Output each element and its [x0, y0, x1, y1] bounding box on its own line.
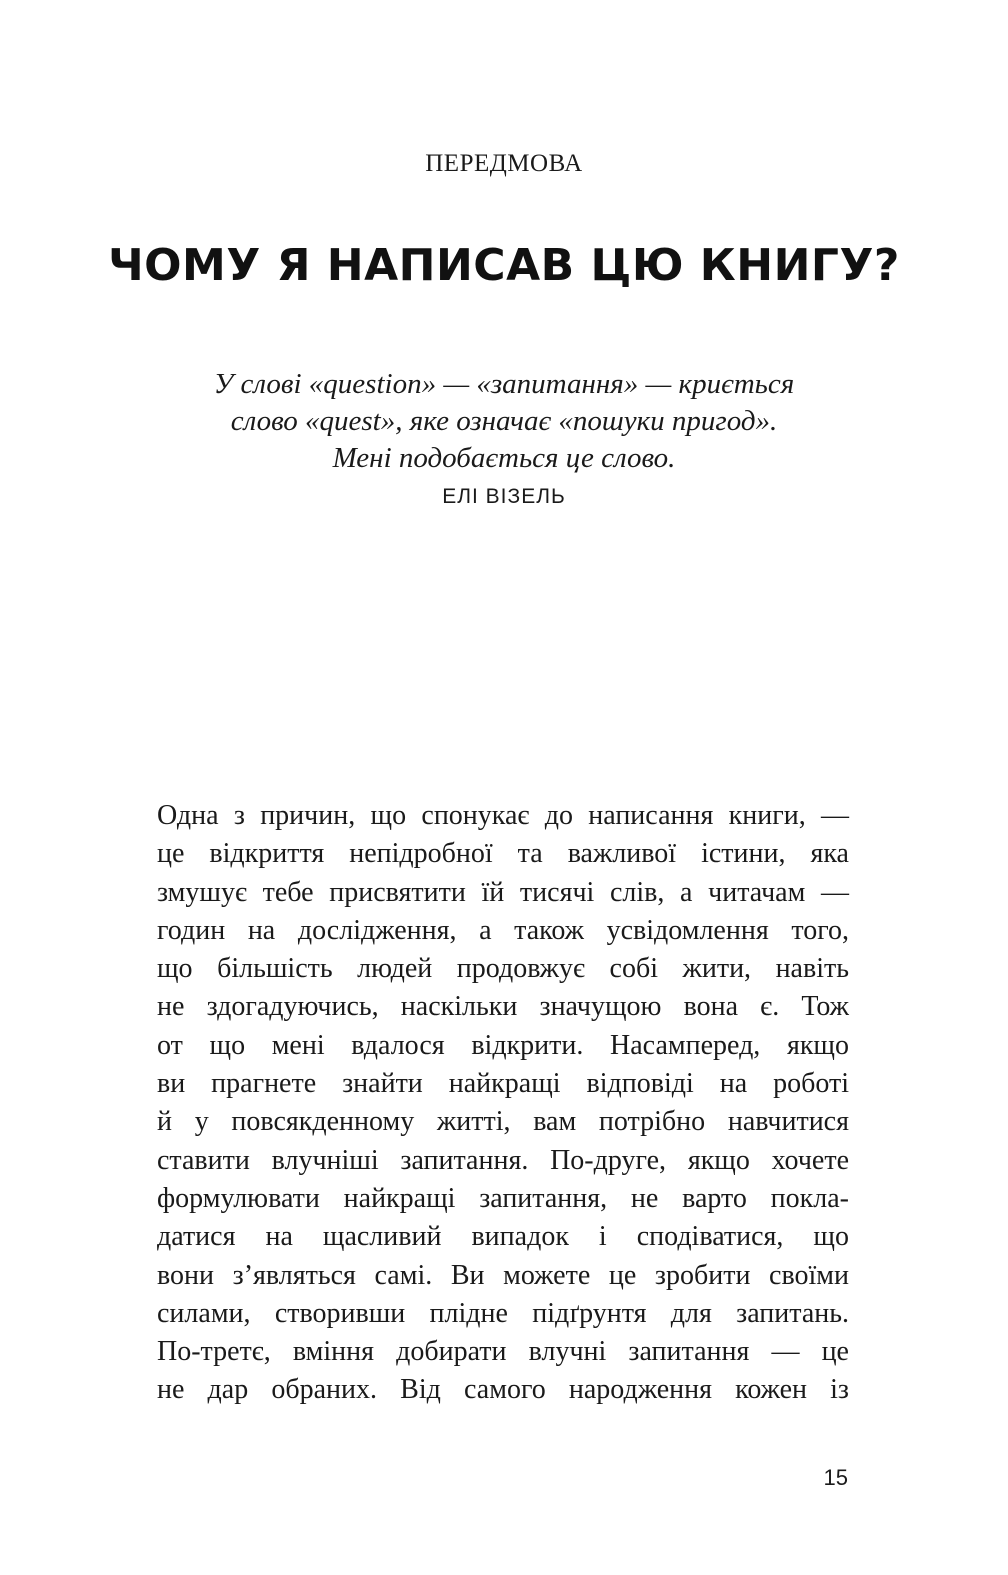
body-line: силами, створивши плідне підґрунтя для запитань. [157, 1297, 849, 1329]
body-line: й у повсякденному житті, вам потрібно навчитися [157, 1106, 849, 1138]
body-line: ви прагнете знайти найкращі відповіді на роботі [157, 1068, 849, 1100]
chapter-title: ЧОМУ Я НАПИСАВ ЦЮ КНИГУ? [108, 240, 900, 291]
epigraph-line: У слові «question» — «запитання» — криється [213, 368, 795, 400]
body-line: годин на дослідження, а також усвідомлення того, [157, 914, 849, 946]
epigraph-line: Мені подобається це слово. [332, 442, 676, 474]
body-line: вони з’являться самі. Ви можете це зробити своїми [157, 1259, 849, 1291]
body-line: змушує тебе присвятити їй тисячі слів, а читачам — [157, 876, 849, 908]
body-line: не дар обраних. Від самого народження кожен із [157, 1374, 849, 1406]
section-label: ПЕРЕДМОВА [425, 150, 583, 177]
body-line: це відкриття непідробної та важливої істини, яка [157, 838, 849, 870]
body-line: По-третє, вміння добирати влучні запитання — це [157, 1336, 849, 1368]
epigraph-author: ЕЛІ ВІЗЕЛЬ [442, 485, 566, 508]
body-text [157, 797, 849, 1410]
body-line: от що мені вдалося відкрити. Насамперед, якщо [157, 1029, 849, 1061]
epigraph [120, 366, 888, 509]
body-line: формулювати найкращі запитання, не варто покла- [157, 1182, 849, 1214]
epigraph-line: слово «quest», яке означає «пошуки пригод». [230, 405, 778, 437]
page-number: 15 [823, 1465, 848, 1490]
body-line: датися на щасливий випадок і сподіватися, що [157, 1221, 849, 1253]
body-line: не здогадуючись, наскільки значущою вона є. Тож [157, 991, 849, 1023]
body-line: що більшість людей продовжує собі жити, навіть [157, 953, 849, 985]
body-line: ставити влучніші запитання. По-друге, якщо хочете [157, 1144, 849, 1176]
body-line: Одна з причин, що спонукає до написання книги, — [157, 800, 849, 831]
